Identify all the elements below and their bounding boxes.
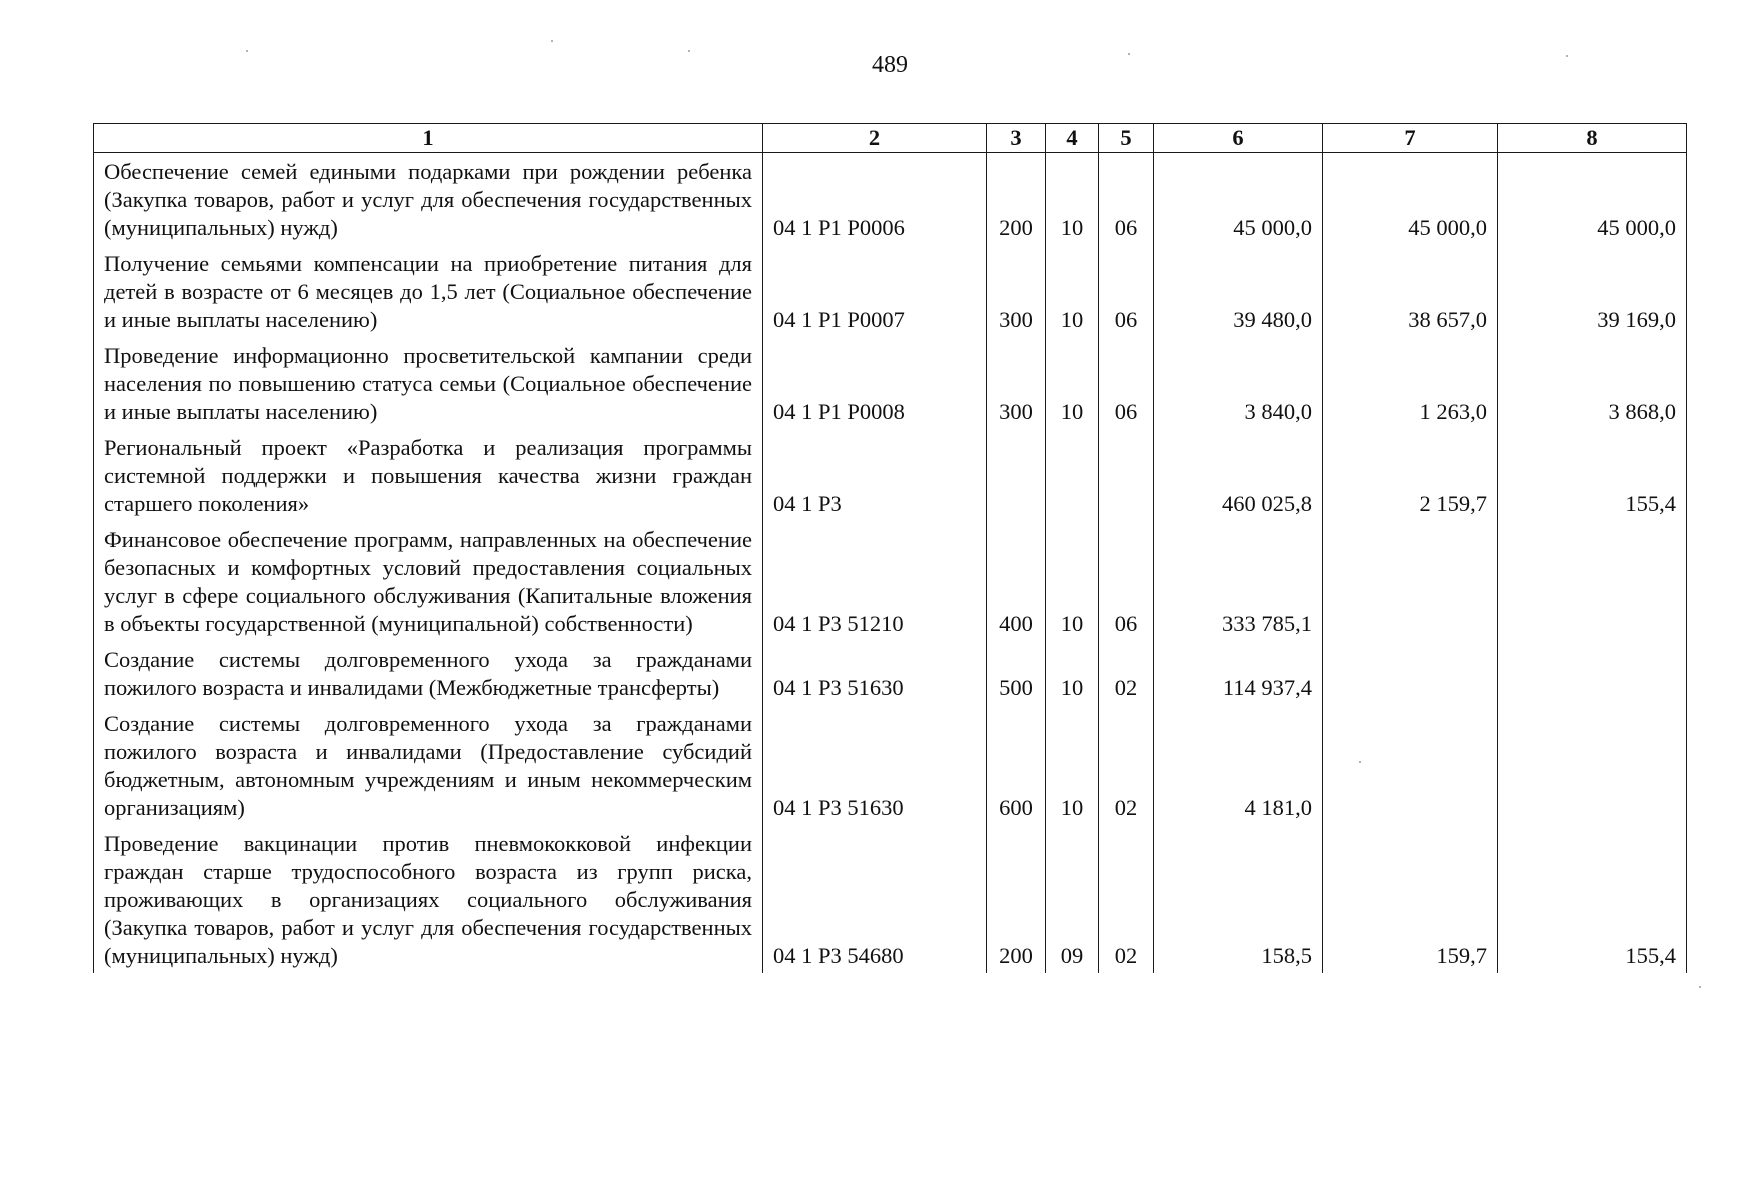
amount-col7-cell: 1 263,0	[1323, 337, 1498, 429]
amount-col6-cell: 114 937,4	[1154, 641, 1323, 705]
subsection-cell: 02	[1099, 705, 1154, 825]
subsection-cell	[1099, 429, 1154, 521]
amount-col7-cell	[1323, 705, 1498, 825]
target-code-cell: 04 1 P3 51630	[763, 705, 987, 825]
scan-speck	[1699, 986, 1701, 988]
header-cell: 6	[1154, 124, 1323, 153]
table-row	[94, 337, 1687, 429]
target-code-cell: 04 1 P3 51210	[763, 521, 987, 641]
expense-type-cell: 300	[987, 245, 1046, 337]
section-cell: 10	[1046, 705, 1099, 825]
amount-col6-cell: 158,5	[1154, 825, 1323, 973]
header-cell: 3	[987, 124, 1046, 153]
section-cell: 10	[1046, 245, 1099, 337]
amount-col8-cell: 155,4	[1498, 825, 1687, 973]
table-row	[94, 705, 1687, 825]
table-row	[94, 641, 1687, 705]
scan-speck	[688, 50, 690, 52]
scan-speck	[1128, 53, 1130, 55]
row-name-cell: Финансовое обеспечение программ, направленных на обеспечение безопасных и комфортных условий предоставления социальных услуг в сфере социального обслуживания (Капитальные вложения в объекты государственной (муниципальной) собственности)	[94, 521, 763, 641]
header-cell: 2	[763, 124, 987, 153]
section-cell	[1046, 429, 1099, 521]
row-name-cell: Создание системы долговременного ухода за гражданами пожилого возраста и инвалидами (Межбюджетные трансферты)	[94, 641, 763, 705]
header-cell: 5	[1099, 124, 1154, 153]
expense-type-cell	[987, 429, 1046, 521]
header-cell: 4	[1046, 124, 1099, 153]
amount-col7-cell: 38 657,0	[1323, 245, 1498, 337]
amount-col6-cell: 39 480,0	[1154, 245, 1323, 337]
scan-speck	[246, 50, 248, 52]
section-cell: 10	[1046, 337, 1099, 429]
subsection-cell: 06	[1099, 337, 1154, 429]
amount-col6-cell: 4 181,0	[1154, 705, 1323, 825]
section-cell: 09	[1046, 825, 1099, 973]
table-row	[94, 153, 1687, 246]
section-cell: 10	[1046, 153, 1099, 246]
subsection-cell: 06	[1099, 245, 1154, 337]
amount-col8-cell: 39 169,0	[1498, 245, 1687, 337]
amount-col8-cell: 45 000,0	[1498, 153, 1687, 246]
page-number: 489	[872, 52, 908, 78]
amount-col8-cell: 155,4	[1498, 429, 1687, 521]
target-code-cell: 04 1 P1 P0006	[763, 153, 987, 246]
subsection-cell: 06	[1099, 153, 1154, 246]
table-row	[94, 825, 1687, 973]
expense-type-cell: 200	[987, 825, 1046, 973]
target-code-cell: 04 1 P1 P0008	[763, 337, 987, 429]
expense-type-cell: 500	[987, 641, 1046, 705]
expense-type-cell: 300	[987, 337, 1046, 429]
scan-speck	[551, 40, 553, 42]
row-name-cell: Получение семьями компенсации на приобретение питания для детей в возрасте от 6 месяцев до 1,5 лет (Социальное обеспечение и иные выплаты населению)	[94, 245, 763, 337]
row-name-cell: Проведение вакцинации против пневмококковой инфекции граждан старше трудоспособного возраста из групп риска, проживающих в организациях социального обслуживания (Закупка товаров, работ и услуг для обеспечения государственных (муниципальных) нужд)	[94, 825, 763, 973]
budget-table	[93, 123, 1687, 973]
expense-type-cell: 200	[987, 153, 1046, 246]
row-name-cell: Создание системы долговременного ухода за гражданами пожилого возраста и инвалидами (Предоставление субсидий бюджетным, автономным учреждениям и иным некоммерческим организациям)	[94, 705, 763, 825]
amount-col6-cell: 333 785,1	[1154, 521, 1323, 641]
expense-type-cell: 600	[987, 705, 1046, 825]
amount-col7-cell	[1323, 521, 1498, 641]
table-row	[94, 521, 1687, 641]
amount-col6-cell: 45 000,0	[1154, 153, 1323, 246]
header-cell: 8	[1498, 124, 1687, 153]
amount-col8-cell	[1498, 705, 1687, 825]
row-name-cell: Региональный проект «Разработка и реализация программы системной поддержки и повышения качества жизни граждан старшего поколения»	[94, 429, 763, 521]
amount-col6-cell: 3 840,0	[1154, 337, 1323, 429]
amount-col7-cell	[1323, 641, 1498, 705]
target-code-cell: 04 1 P3 54680	[763, 825, 987, 973]
amount-col7-cell: 159,7	[1323, 825, 1498, 973]
section-cell: 10	[1046, 641, 1099, 705]
amount-col8-cell: 3 868,0	[1498, 337, 1687, 429]
header-cell: 1	[94, 124, 763, 153]
amount-col6-cell: 460 025,8	[1154, 429, 1323, 521]
budget-table-wrapper	[93, 123, 1686, 973]
amount-col8-cell	[1498, 521, 1687, 641]
amount-col7-cell: 45 000,0	[1323, 153, 1498, 246]
table-row	[94, 429, 1687, 521]
row-name-cell: Обеспечение семей едиными подарками при рождении ребенка (Закупка товаров, работ и услуг для обеспечения государственных (муниципальных) нужд)	[94, 153, 763, 246]
table-header-row	[94, 124, 1687, 153]
table-row	[94, 245, 1687, 337]
scan-speck	[1566, 55, 1568, 57]
section-cell: 10	[1046, 521, 1099, 641]
row-name-cell: Проведение информационно просветительской кампании среди населения по повышению статуса семьи (Социальное обеспечение и иные выплаты населению)	[94, 337, 763, 429]
amount-col8-cell	[1498, 641, 1687, 705]
header-cell: 7	[1323, 124, 1498, 153]
target-code-cell: 04 1 P1 P0007	[763, 245, 987, 337]
target-code-cell: 04 1 P3	[763, 429, 987, 521]
subsection-cell: 02	[1099, 825, 1154, 973]
subsection-cell: 02	[1099, 641, 1154, 705]
expense-type-cell: 400	[987, 521, 1046, 641]
amount-col7-cell: 2 159,7	[1323, 429, 1498, 521]
target-code-cell: 04 1 P3 51630	[763, 641, 987, 705]
subsection-cell: 06	[1099, 521, 1154, 641]
